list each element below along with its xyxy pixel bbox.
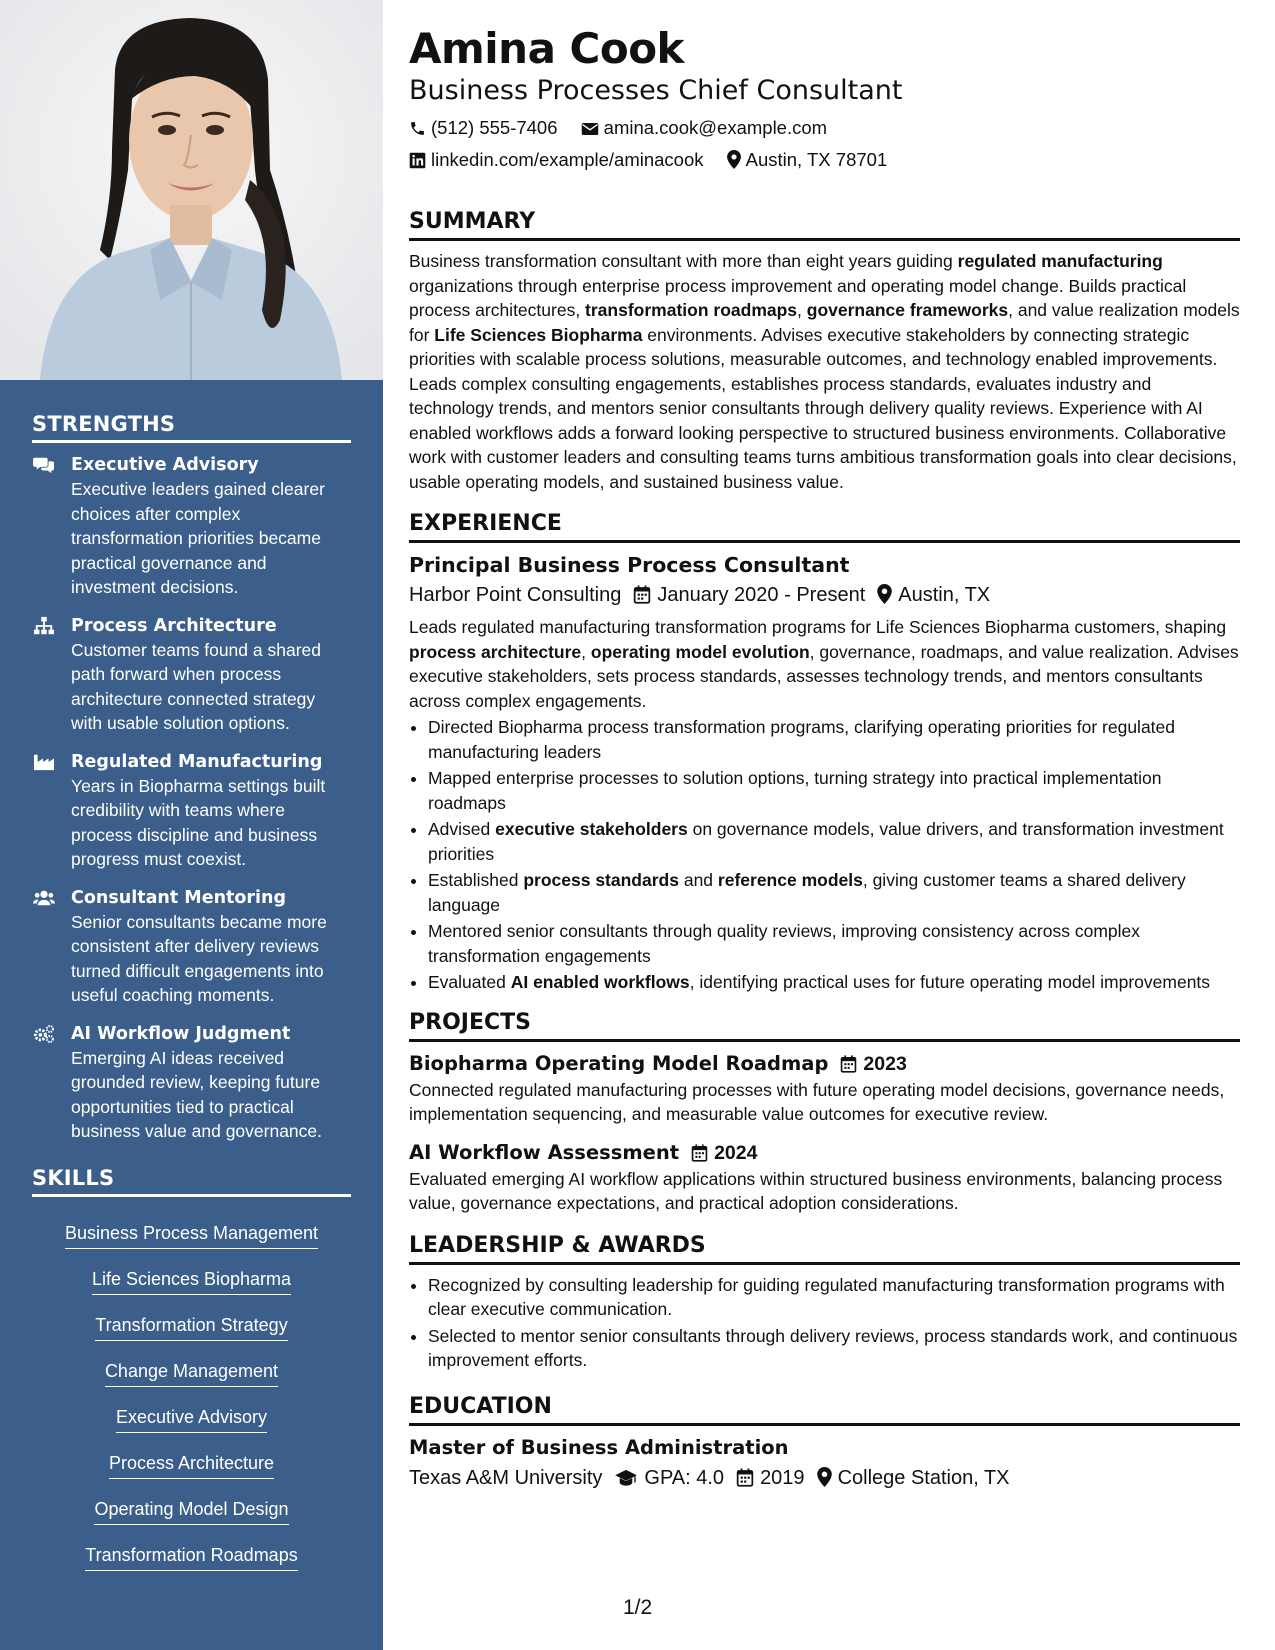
candidate-title: Business Processes Chief Consultant xyxy=(409,75,903,106)
experience-section xyxy=(409,510,1240,995)
skill-item: Business Process Management xyxy=(65,1221,318,1249)
location-contact xyxy=(727,144,888,176)
list-item: • Mentored senior consultants through quality reviews, improving consistency across complex transformation engagements xyxy=(428,919,1240,968)
list-item: • Directed Biopharma process transformation programs, clarifying operating priorities for regulated manufacturing leaders xyxy=(428,715,1240,764)
school-location: College Station, TX xyxy=(837,1466,1010,1489)
calendar-icon xyxy=(691,1144,708,1162)
strength-description: Executive leaders gained clearer choices after complex transformation priorities became practical governance and investment decisions. xyxy=(71,479,325,597)
experience-heading: EXPERIENCE xyxy=(409,510,1240,543)
linkedin-url: linkedin.com/example/aminacook xyxy=(431,149,704,170)
job-dates: January 2020 - Present xyxy=(657,584,866,606)
location-text: Austin, TX 78701 xyxy=(745,149,888,170)
phone-contact[interactable] xyxy=(409,112,558,144)
users-icon xyxy=(33,888,55,908)
summary-section xyxy=(409,208,1240,494)
phone-number: (512) 555-7406 xyxy=(431,117,558,138)
strength-item xyxy=(32,453,351,600)
project-title: Biopharma Operating Model Roadmap 2023 xyxy=(409,1051,907,1075)
strength-title: Regulated Manufacturing xyxy=(71,751,323,772)
strength-title: AI Workflow Judgment xyxy=(71,1023,291,1044)
project-title: AI Workflow Assessment 2024 xyxy=(409,1140,758,1164)
education-heading: EDUCATION xyxy=(409,1393,1240,1426)
projects-section xyxy=(409,1009,1240,1216)
linkedin-icon xyxy=(409,152,426,169)
calendar-icon xyxy=(633,585,651,604)
degree-title: Master of Business Administration xyxy=(409,1435,789,1459)
job-bullets xyxy=(409,715,1240,995)
strength-description: Years in Biopharma settings built credibility with teams where process discipline and business progress must coexist. xyxy=(71,775,326,869)
strength-item xyxy=(32,886,351,1008)
skill-item: Operating Model Design xyxy=(94,1497,288,1525)
sitemap-icon xyxy=(33,616,55,636)
job-meta xyxy=(409,579,1240,611)
main-content xyxy=(409,24,1240,1498)
school-name: Texas A&M University xyxy=(409,1466,603,1489)
skill-item: Life Sciences Biopharma xyxy=(92,1267,291,1295)
strength-item xyxy=(32,614,351,736)
map-marker-icon xyxy=(877,584,892,604)
graduation-year: 2019 xyxy=(760,1466,805,1489)
profile-photo xyxy=(0,0,383,380)
project-description: Evaluated emerging AI workflow applications within structured business environments, balancing process value, governance expectations, and practical adoption considerations. xyxy=(409,1168,1223,1213)
list-item: • Recognized by consulting leadership for guiding regulated manufacturing transformation programs with clear executive communication. xyxy=(428,1273,1240,1322)
strength-description: Customer teams found a shared path forward when process architecture connected strategy with usable solution options. xyxy=(71,639,321,733)
map-marker-icon xyxy=(727,150,741,169)
leadership-heading: LEADERSHIP & AWARDS xyxy=(409,1232,1240,1265)
skill-item: Executive Advisory xyxy=(116,1405,267,1433)
job-location: Austin, TX xyxy=(898,584,991,606)
skills-list xyxy=(32,1207,351,1579)
strength-title: Executive Advisory xyxy=(71,455,259,475)
list-item: • Mapped enterprise processes to solution options, turning strategy into practical implementation roadmaps xyxy=(428,766,1240,815)
linkedin-contact[interactable] xyxy=(409,144,704,176)
envelope-icon xyxy=(581,121,599,137)
list-item: • Evaluated AI enabled workflows, identifying practical uses for future operating model improvements xyxy=(428,970,1240,995)
candidate-name: Amina Cook xyxy=(409,24,684,73)
skill-item: Change Management xyxy=(105,1359,278,1387)
email-contact[interactable] xyxy=(581,112,827,144)
email-address: amina.cook@example.com xyxy=(603,117,828,138)
comments-icon xyxy=(33,455,55,475)
strength-title: Consultant Mentoring xyxy=(71,887,287,908)
gears-icon xyxy=(33,1024,55,1044)
project-description: Connected regulated manufacturing processes with future operating model decisions, governance needs, implementation sequencing, and measurable value outcomes for executive review. xyxy=(409,1079,1225,1124)
skills-heading: SKILLS xyxy=(32,1166,351,1197)
strength-description: Senior consultants became more consistent after delivery reviews turned difficult engagements into useful coaching moments. xyxy=(71,911,327,1005)
gpa: GPA: 4.0 xyxy=(644,1466,725,1489)
strengths-heading: STRENGTHS xyxy=(32,412,351,443)
job-description: Leads regulated manufacturing transformation programs for Life Sciences Biopharma customers, shaping process architecture, operating model evolution, governance, roadmaps, and value realization. Advises executive stakeholders, sets process standards, assesses technology trends, and mentors consultants across complex engagements. xyxy=(409,617,1239,711)
projects-heading: PROJECTS xyxy=(409,1009,1240,1042)
skills-section xyxy=(32,1166,351,1579)
list-item: • Established process standards and reference models, giving customer teams a shared delivery language xyxy=(428,868,1240,917)
summary-text: Business transformation consultant with more than eight years guiding regulated manufacturing organizations through enterprise process improvement and operating model change. Builds practical process architectures, transformation roadmaps, governance frameworks, and value realization models for Life Sciences Biopharma environments. Advises executive stakeholders by connecting strategic priorities with scalable process solutions, measurable outcomes, and technology enabled improvements. Leads complex consulting engagements, establishes process standards, evaluates industry and technology trends, and mentors senior consultants through delivery quality reviews. Experience with AI enabled workflows adds a forward looking perspective to structured business environments. Collaborative work with customer leaders and consulting teams turns ambitious transformation goals into clear decisions, usable operating models, and sustained business value. xyxy=(409,251,1240,492)
skill-item: Transformation Strategy xyxy=(95,1313,287,1341)
list-item: • Selected to mentor senior consultants through delivery reviews, process standards work, and continuous improvement efforts. xyxy=(428,1324,1240,1373)
calendar-icon xyxy=(840,1055,857,1073)
calendar-icon xyxy=(736,1468,754,1487)
skill-item: Transformation Roadmaps xyxy=(85,1543,297,1571)
sidebar-content xyxy=(32,412,351,1579)
skill-item: Process Architecture xyxy=(109,1451,274,1479)
education-section xyxy=(409,1393,1240,1494)
leadership-list xyxy=(409,1273,1240,1373)
project-year: 2024 xyxy=(714,1141,758,1164)
strength-item xyxy=(32,1022,351,1144)
industry-icon xyxy=(33,752,55,772)
job-title: Principal Business Process Consultant xyxy=(409,553,850,577)
strength-item xyxy=(32,750,351,872)
phone-icon xyxy=(409,120,426,137)
map-marker-icon xyxy=(817,1467,832,1487)
leadership-section xyxy=(409,1232,1240,1373)
project-year: 2023 xyxy=(863,1052,907,1075)
graduation-cap-icon xyxy=(614,1469,638,1487)
strength-description: Emerging AI ideas received grounded review, keeping future opportunities tied to practical business value and governance. xyxy=(71,1047,323,1141)
page-number: 1/2 xyxy=(623,1596,653,1619)
summary-heading: SUMMARY xyxy=(409,208,1240,241)
company-name: Harbor Point Consulting xyxy=(409,584,622,606)
strength-title: Process Architecture xyxy=(71,615,277,636)
contact-info xyxy=(409,112,1240,176)
sidebar xyxy=(0,0,383,1650)
education-meta xyxy=(409,1462,1240,1494)
list-item: • Advised executive stakeholders on governance models, value drivers, and transformation investment priorities xyxy=(428,817,1240,866)
